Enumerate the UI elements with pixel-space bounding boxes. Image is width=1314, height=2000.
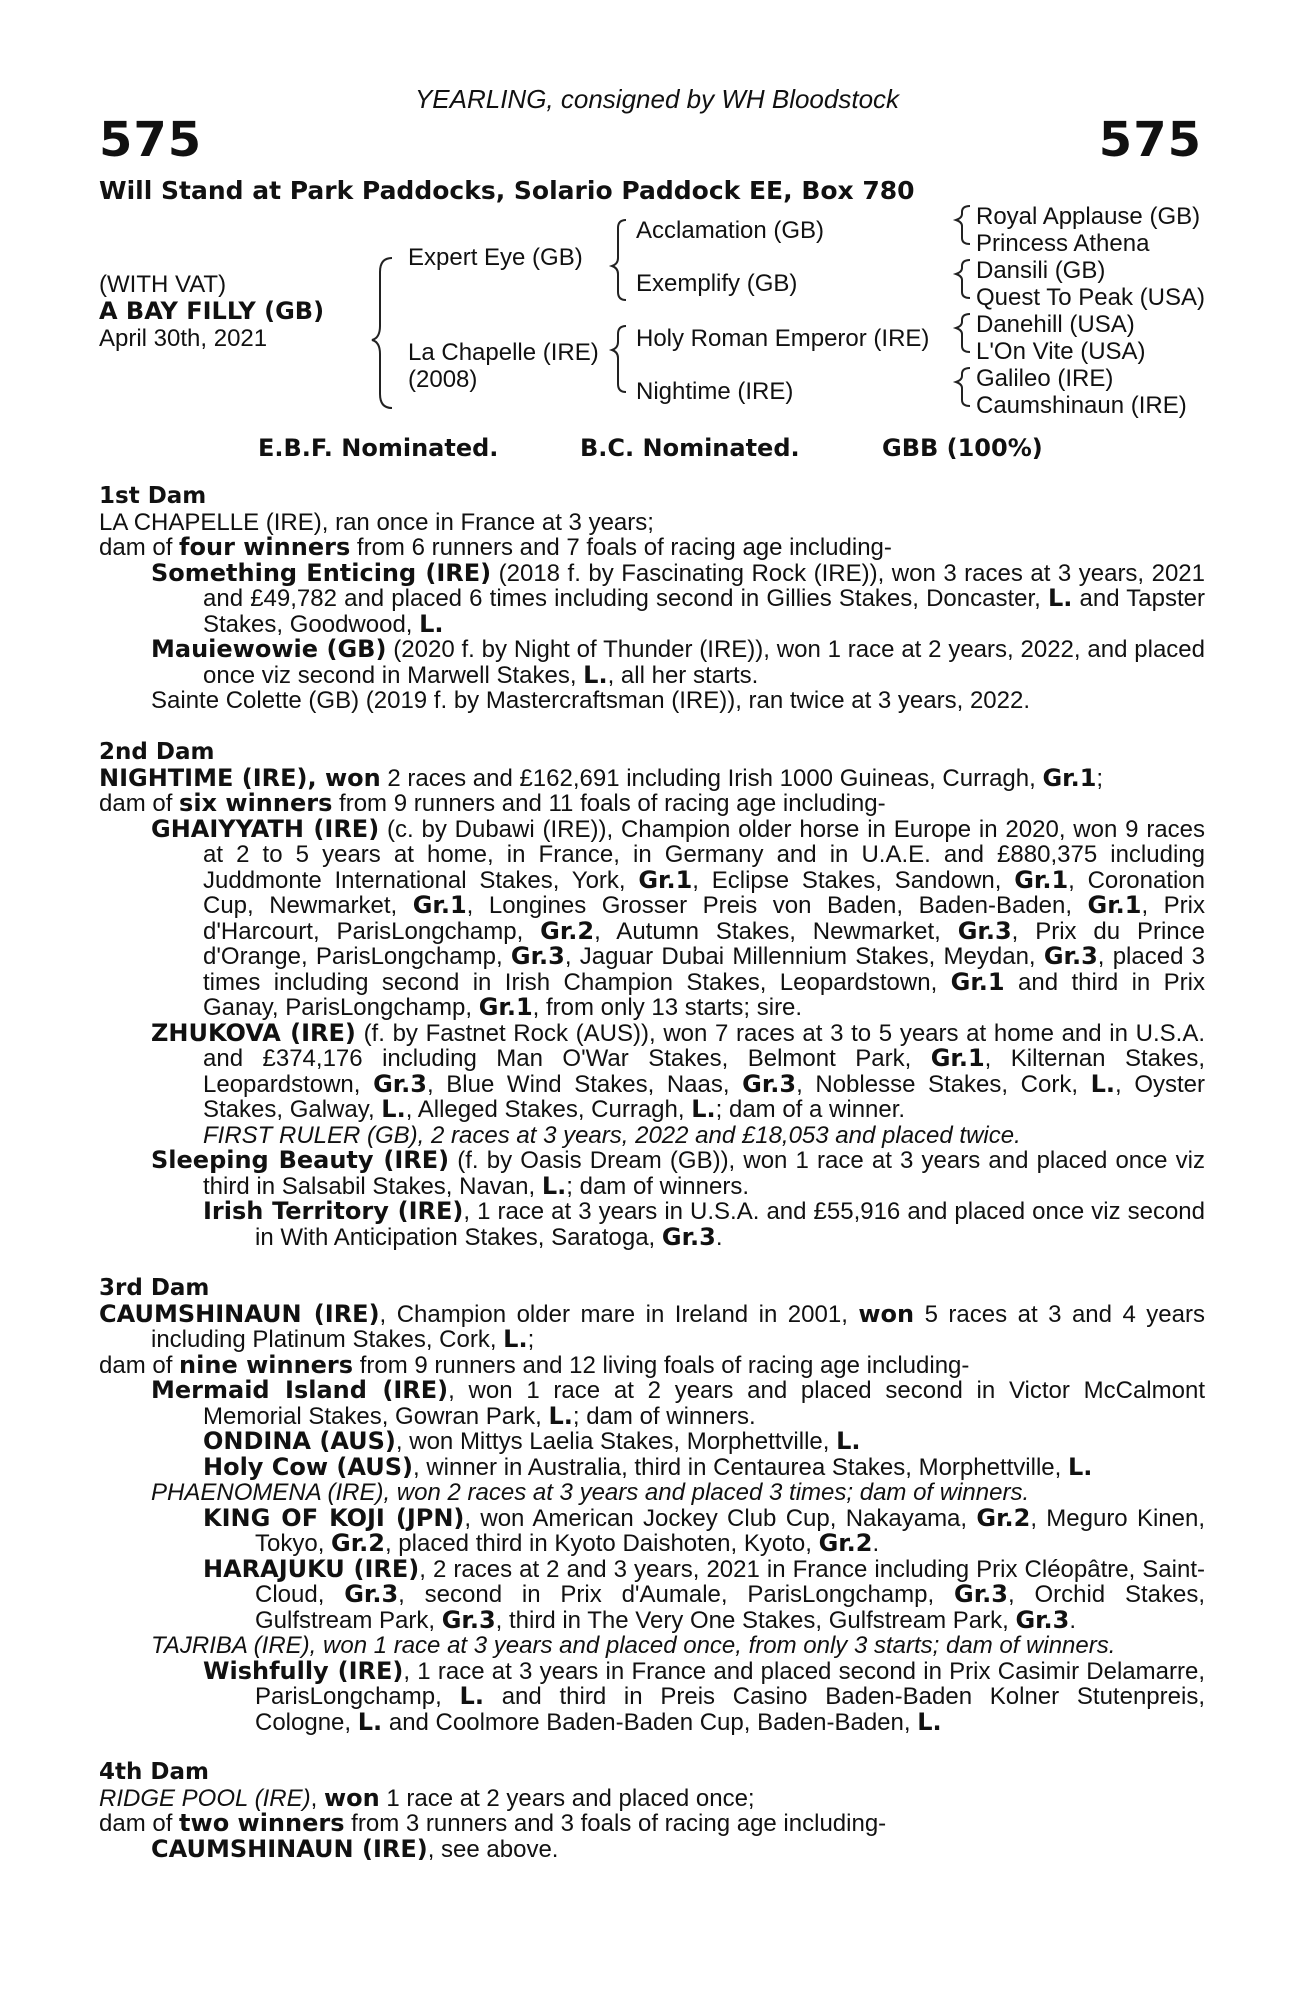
produce-entry: KING OF KOJI (JPN), won American Jockey Club Cup, Nakayama, Gr.2, Meguro Kinen, Tokyo, Gr.2, placed third in Kyoto Daishoten, Kyoto, Gr.2. bbox=[203, 1503, 1206, 1557]
pedigree-gen2-2: Exemplify (GB) bbox=[636, 270, 798, 297]
produce-entry: FIRST RULER (GB), 2 races at 3 years, 2022 and £18,053 and placed twice. bbox=[203, 1121, 1021, 1149]
stand-location: Will Stand at Park Paddocks, Solario Paddock EE, Box 780 bbox=[99, 176, 915, 205]
dam-summary: NIGHTIME (IRE), won 2 races and £162,691 including Irish 1000 Guineas, Curragh, Gr.1; bbox=[99, 763, 1104, 792]
section-title: 2nd Dam bbox=[99, 739, 215, 765]
dam-year: (2008) bbox=[408, 366, 478, 393]
pedigree-gen3-3: Dansili (GB) bbox=[976, 257, 1106, 284]
lot-title: A BAY FILLY (GB) bbox=[99, 297, 325, 325]
produce-entry: TAJRIBA (IRE), won 1 race at 3 years and placed once, from only 3 starts; dam of winners. bbox=[151, 1632, 1116, 1659]
fourth-dam-section bbox=[99, 1760, 1205, 1862]
third-dam-section bbox=[99, 1276, 1205, 1735]
produce-summary: dam of four winners from 6 runners and 7 foals of racing age including- bbox=[99, 533, 892, 561]
produce-entry: Wishfully (IRE), 1 race at 3 years in France and placed second in Prix Casimir Delamarre, ParisLongchamp, L. and third in Preis Casino Baden-Baden Kolner Stutenpreis, Cologne, L. and Coolmore Baden-Baden Cup, Baden-Baden, L. bbox=[203, 1656, 1205, 1736]
produce-entry: HARAJUKU (IRE), 2 races at 2 and 3 years, 2021 in France including Prix Cléopâtre, Saint-Cloud, Gr.3, second in Prix d'Aumale, ParisLongchamp, Gr.3, Orchid Stakes, Gulfstream Park, Gr.3, third in The Very One Stakes, Gulfstream Park, Gr.3. bbox=[203, 1554, 1206, 1634]
pedigree-gen3-1: Royal Applause (GB) bbox=[976, 203, 1201, 230]
catalogue-subtitle: YEARLING, consigned by WH Bloodstock bbox=[414, 84, 900, 114]
pedigree-gen3-2: Princess Athena bbox=[976, 230, 1150, 257]
pedigree-gen2-3: Holy Roman Emperor (IRE) bbox=[636, 325, 930, 352]
foaling-date: April 30th, 2021 bbox=[99, 325, 268, 352]
section-title: 4th Dam bbox=[99, 1759, 209, 1785]
dam-summary: RIDGE POOL (IRE), won 1 race at 2 years and placed once; bbox=[99, 1783, 755, 1812]
dam-name: La Chapelle (IRE) bbox=[408, 339, 599, 366]
sire-name: Expert Eye (GB) bbox=[408, 244, 583, 271]
produce-entry: ONDINA (AUS), won Mittys Laelia Stakes, Morphettville, L. bbox=[203, 1427, 861, 1455]
bc-nomination: B.C. Nominated. bbox=[580, 434, 800, 462]
pedigree-gen2-1: Acclamation (GB) bbox=[636, 217, 825, 244]
produce-entry: ZHUKOVA (IRE) (f. by Fastnet Rock (AUS)), won 7 races at 3 to 5 years at home and in U.S.A. and £374,176 including Man O'War Stakes, Belmont Park, Gr.1, Kilternan Stakes, Leopardstown, Gr.3, Blue Wind Stakes, Naas, Gr.3, Noblesse Stakes, Cork, L., Oyster Stakes, Galway, L., Alleged Stakes, Curragh, L.; dam of a winner. bbox=[151, 1018, 1206, 1123]
section-title: 3rd Dam bbox=[99, 1275, 210, 1301]
produce-entry: Holy Cow (AUS), winner in Australia, third in Centaurea Stakes, Morphettville, L. bbox=[203, 1452, 1093, 1481]
pedigree-gen3-4: Quest To Peak (USA) bbox=[976, 284, 1205, 311]
pedigree-gen2-4: Nightime (IRE) bbox=[636, 378, 794, 405]
produce-entry: CAUMSHINAUN (IRE), see above. bbox=[151, 1834, 559, 1863]
brace-sire bbox=[612, 220, 626, 300]
brace-dam bbox=[612, 326, 626, 392]
produce-summary: dam of six winners from 9 runners and 11 foals of racing age including- bbox=[99, 789, 886, 817]
produce-entry: Mauiewowie (GB) (2020 f. by Night of Thunder (IRE)), won 1 race at 2 years, 2022, and placed once viz second in Marwell Stakes, L., all her starts. bbox=[151, 635, 1205, 689]
produce-entry: Mermaid Island (IRE), won 1 race at 2 years and placed second in Victor McCalmont Memorial Stakes, Gowran Park, L.; dam of winners. bbox=[151, 1376, 1205, 1430]
lot-number-right: 575 bbox=[1098, 112, 1202, 168]
produce-entry: Something Enticing (IRE) (2018 f. by Fascinating Rock (IRE)), won 3 races at 3 years, 2021 and £49,782 and placed 6 times including second in Gillies Stakes, Doncaster, L. and Tapster Stakes, Goodwood, L. bbox=[151, 558, 1205, 638]
dam-summary: LA CHAPELLE (IRE), ran once in France at 3 years; bbox=[99, 508, 654, 536]
gbb-premium: GBB (100%) bbox=[882, 434, 1043, 462]
lot-number-left: 575 bbox=[99, 112, 203, 168]
produce-summary: dam of two winners from 3 runners and 3 foals of racing age including- bbox=[99, 1809, 887, 1837]
produce-entry: GHAIYYATH (IRE) (c. by Dubawi (IRE)), Champion older horse in Europe in 2020, won 9 races at 2 to 5 years at home, in France, in Germany and in U.A.E. and £880,375 including Juddmonte International Stakes, York, Gr.1, Eclipse Stakes, Sandown, Gr.1, Coronation Cup, Newmarket, Gr.1, Longines Grosser Preis von Baden, Baden-Baden, Gr.1, Prix d'Harcourt, ParisLongchamp, Gr.2, Autumn Stakes, Newmarket, Gr.3, Prix du Prince d'Orange, ParisLongchamp, Gr.3, Jaguar Dubai Millennium Stakes, Meydan, Gr.3, placed 3 times including second in Irish Champion Stakes, Leopardstown, Gr.1 and third in Prix Ganay, ParisLongchamp, Gr.1, from only 13 starts; sire. bbox=[151, 814, 1206, 1021]
second-dam-section bbox=[99, 740, 1205, 1250]
produce-summary: dam of nine winners from 9 runners and 12 living foals of racing age including- bbox=[99, 1350, 970, 1379]
vat-note: (WITH VAT) bbox=[99, 271, 227, 298]
produce-entry: Sainte Colette (GB) (2019 f. by Mastercraftsman (IRE)), ran twice at 3 years, 2022. bbox=[151, 687, 1031, 714]
produce-entry: Irish Territory (IRE), 1 race at 3 years in U.S.A. and £55,916 and placed once viz second in With Anticipation Stakes, Saratoga, Gr.3. bbox=[203, 1197, 1205, 1251]
brace-main bbox=[372, 258, 392, 408]
dam-summary: CAUMSHINAUN (IRE), Champion older mare in Ireland in 2001, won 5 races at 3 and 4 years including Platinum Stakes, Cork, L.; bbox=[99, 1299, 1205, 1353]
first-dam-section bbox=[99, 484, 1205, 714]
section-title: 1st Dam bbox=[99, 483, 207, 509]
produce-entry: PHAENOMENA (IRE), won 2 races at 3 years and placed 3 times; dam of winners. bbox=[151, 1479, 1030, 1506]
ebf-nomination: E.B.F. Nominated. bbox=[258, 434, 499, 462]
pedigree-gen3-5: Danehill (USA) bbox=[976, 311, 1135, 338]
pedigree-gen3-7: Galileo (IRE) bbox=[976, 365, 1114, 392]
pedigree-gen3-8: Caumshinaun (IRE) bbox=[976, 392, 1187, 419]
pedigree-gen3-6: L'On Vite (USA) bbox=[976, 338, 1146, 365]
produce-entry: Sleeping Beauty (IRE) (f. by Oasis Dream (GB)), won 1 race at 3 years and placed once viz third in Salsabil Stakes, Navan, L.; dam of winners. bbox=[151, 1146, 1205, 1200]
